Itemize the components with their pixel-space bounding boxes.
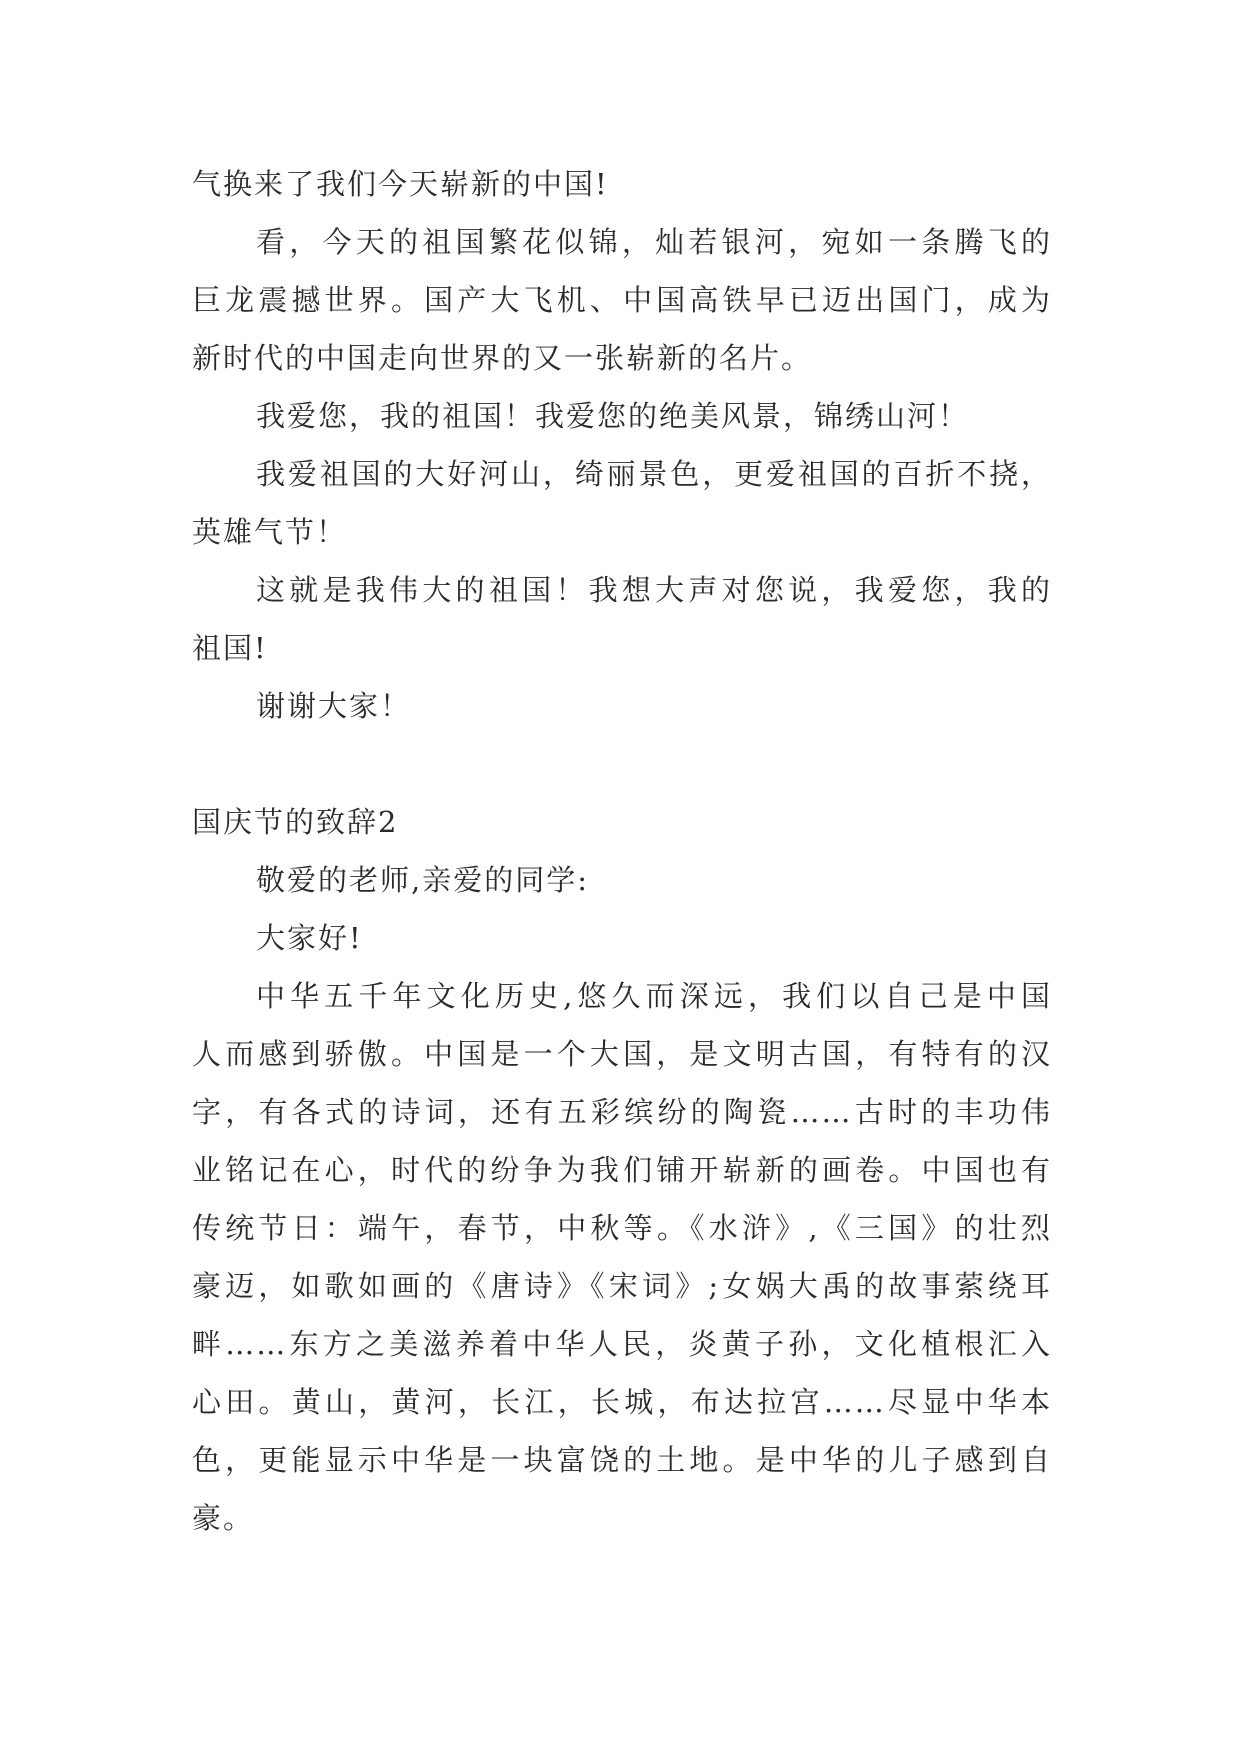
text-line: 中华五千年文化历史,悠久而深远，我们以自己是中国 xyxy=(256,979,1052,1013)
text-line: 豪。 xyxy=(192,1501,255,1535)
text-line: 气换来了我们今天崭新的中国! xyxy=(192,167,609,201)
salutation-line: 敬爱的老师,亲爱的同学: xyxy=(256,863,589,897)
text-line: 我爱祖国的大好河山，绮丽景色，更爱祖国的百折不挠， xyxy=(256,457,1052,491)
greeting-line: 大家好! xyxy=(256,921,363,955)
text-line: 畔……东方之美滋养着中华人民，炎黄子孙，文化植根汇入 xyxy=(192,1327,1052,1361)
text-line: 看，今天的祖国繁花似锦，灿若银河，宛如一条腾飞的 xyxy=(256,225,1052,259)
text-line: 英雄气节！ xyxy=(192,515,348,549)
paragraph-spacer xyxy=(192,735,1052,793)
text-line: 祖国! xyxy=(192,631,268,665)
text-line: 豪迈，如歌如画的《唐诗》《宋词》;女娲大禹的故事萦绕耳 xyxy=(192,1269,1052,1303)
text-line: 字，有各式的诗词，还有五彩缤纷的陶瓷……古时的丰功伟 xyxy=(192,1095,1052,1129)
document-body xyxy=(192,155,1052,1547)
text-line: 传统节日：端午，春节，中秋等。《水浒》,《三国》的壮烈 xyxy=(192,1211,1052,1245)
text-line: 巨龙震撼世界。国产大飞机、中国高铁早已迈出国门，成为 xyxy=(192,283,1052,317)
text-line: 这就是我伟大的祖国！我想大声对您说，我爱您，我的 xyxy=(256,573,1052,607)
text-line: 心田。黄山，黄河，长江，长城，布达拉宫……尽显中华本 xyxy=(192,1385,1052,1419)
text-line: 谢谢大家！ xyxy=(256,689,412,723)
text-line: 业铭记在心，时代的纷争为我们铺开崭新的画卷。中国也有 xyxy=(192,1153,1052,1187)
text-line: 新时代的中国走向世界的又一张崭新的名片。 xyxy=(192,341,813,375)
text-line: 色，更能显示中华是一块富饶的土地。是中华的儿子感到自 xyxy=(192,1443,1052,1477)
text-line: 人而感到骄傲。中国是一个大国，是文明古国，有特有的汉 xyxy=(192,1037,1052,1071)
text-line: 我爱您，我的祖国！我爱您的绝美风景，锦绣山河！ xyxy=(256,399,970,433)
section-heading: 国庆节的致辞2 xyxy=(192,805,399,839)
